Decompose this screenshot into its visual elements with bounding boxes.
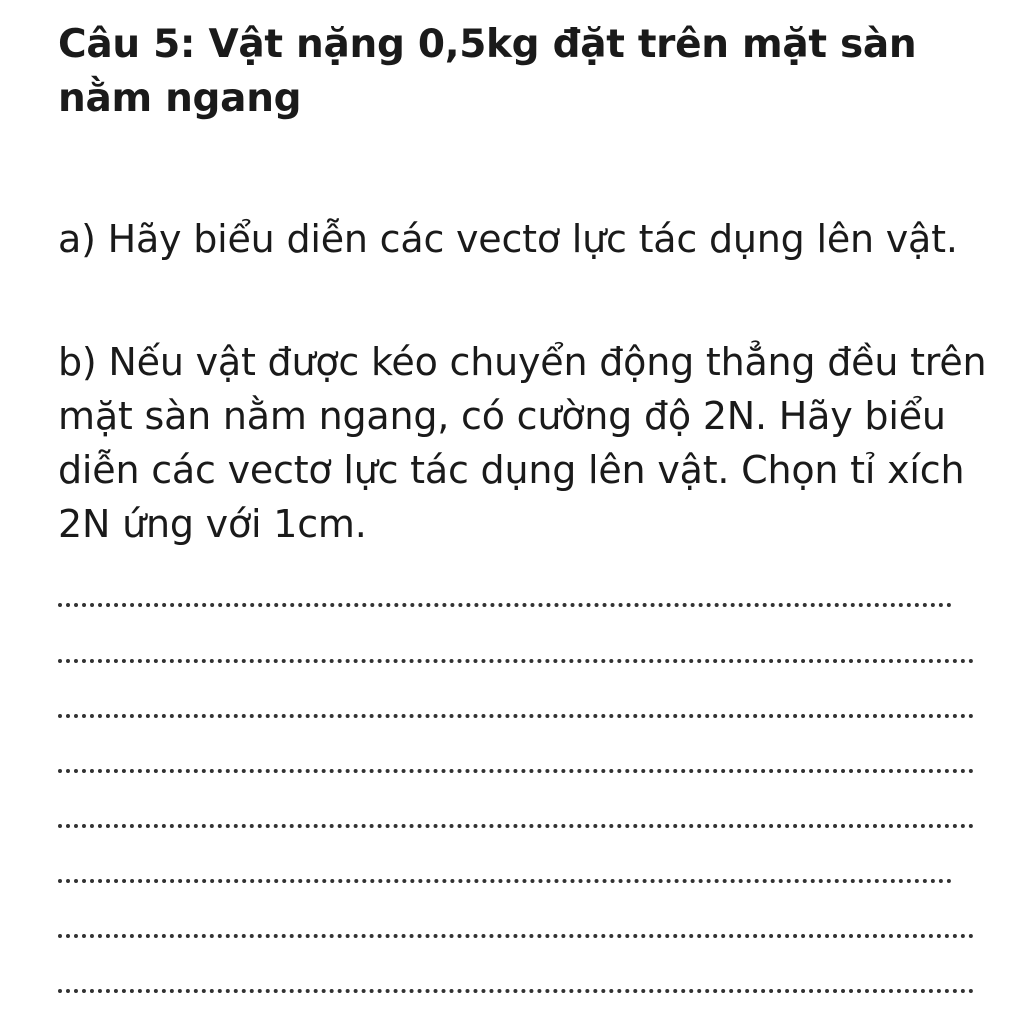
- worksheet-page: [58, 0, 988, 1017]
- answer-line-3[interactable]: [58, 714, 974, 718]
- answer-line-4[interactable]: [58, 769, 974, 773]
- answer-line-8[interactable]: [58, 989, 974, 993]
- answer-line-6[interactable]: [58, 879, 952, 883]
- question-part-b: b) Nếu vật được kéo chuyển động thẳng đều trên mặt sàn nằm ngang, có cường độ 2N. Hãy biểu diễn các vectơ lực tác dụng lên vật. Chọn tỉ xích 2N ứng với 1cm.: [58, 340, 987, 546]
- answer-line-2[interactable]: [58, 659, 974, 663]
- question-title: Câu 5: Vật nặng 0,5kg đặt trên mặt sàn nằm ngang: [58, 22, 917, 121]
- answer-line-1[interactable]: [58, 603, 952, 607]
- answer-line-7[interactable]: [58, 934, 974, 938]
- answer-line-5[interactable]: [58, 824, 974, 828]
- question-part-a: a) Hãy biểu diễn các vectơ lực tác dụng lên vật.: [58, 217, 958, 261]
